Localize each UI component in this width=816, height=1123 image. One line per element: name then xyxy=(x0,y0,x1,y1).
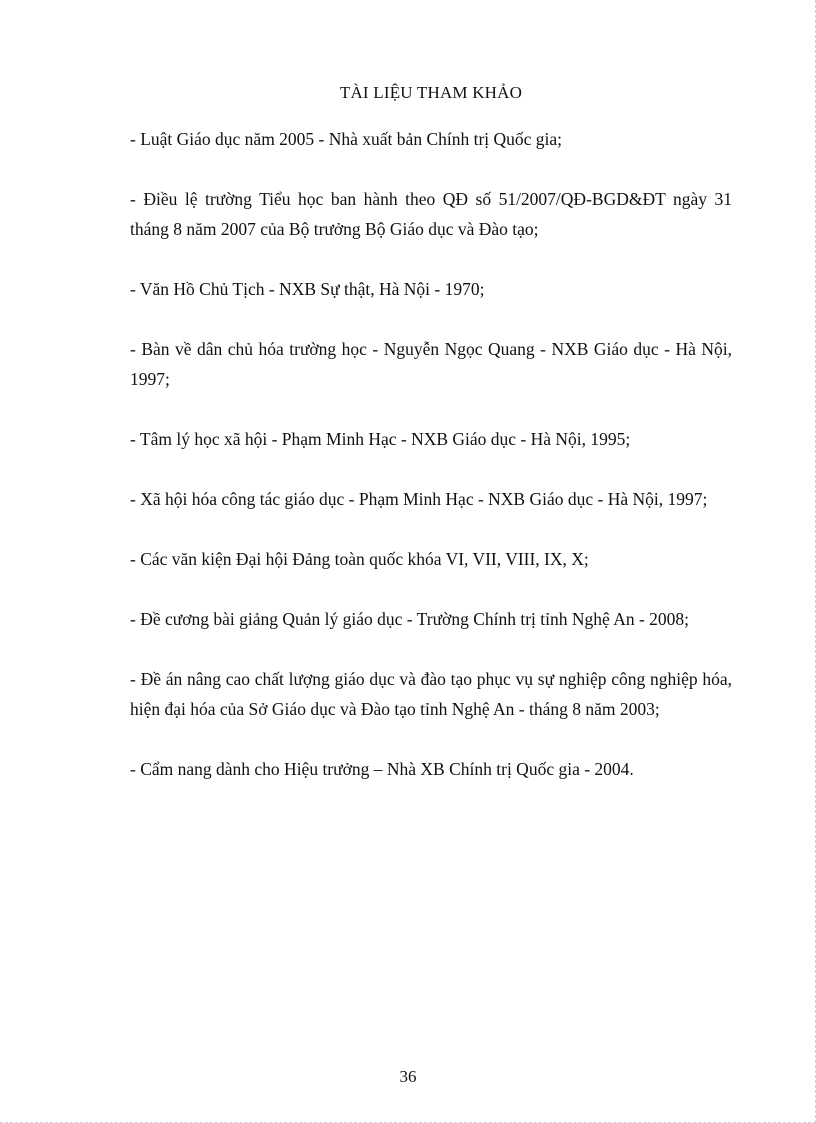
reference-item: - Bàn về dân chủ hóa trường học - Nguyễn Ngọc Quang - NXB Giáo dục - Hà Nội, 1997; xyxy=(130,339,732,389)
reference-item: - Tâm lý học xã hội - Phạm Minh Hạc - NXB Giáo dục - Hà Nội, 1995; xyxy=(130,429,631,449)
page-number: 36 xyxy=(399,1067,417,1086)
reference-item: - Điều lệ trường Tiểu học ban hành theo QĐ số 51/2007/QĐ-BGD&ĐT ngày 31 tháng 8 năm 2007 của Bộ trưởng Bộ Giáo dục và Đào tạo; xyxy=(130,189,732,239)
reference-item: - Đề án nâng cao chất lượng giáo dục và đào tạo phục vụ sự nghiệp công nghiệp hóa, hiện đại hóa của Sở Giáo dục và Đào tạo tỉnh Nghệ An - tháng 8 năm 2003; xyxy=(130,669,732,719)
reference-item: - Cẩm nang dành cho Hiệu trưởng – Nhà XB Chính trị Quốc gia - 2004. xyxy=(130,759,634,779)
reference-item: - Luật Giáo dục năm 2005 - Nhà xuất bản Chính trị Quốc gia; xyxy=(130,129,563,149)
reference-item: - Đề cương bài giảng Quản lý giáo dục - Trường Chính trị tỉnh Nghệ An - 2008; xyxy=(130,609,690,629)
reference-list xyxy=(130,124,732,814)
page-title: TÀI LIỆU THAM KHẢO xyxy=(339,83,523,102)
reference-item: - Văn Hồ Chủ Tịch - NXB Sự thật, Hà Nội - 1970; xyxy=(130,279,485,299)
reference-item: - Các văn kiện Đại hội Đảng toàn quốc khóa VI, VII, VIII, IX, X; xyxy=(130,549,589,569)
reference-item: - Xã hội hóa công tác giáo dục - Phạm Minh Hạc - NXB Giáo dục - Hà Nội, 1997; xyxy=(130,489,708,509)
